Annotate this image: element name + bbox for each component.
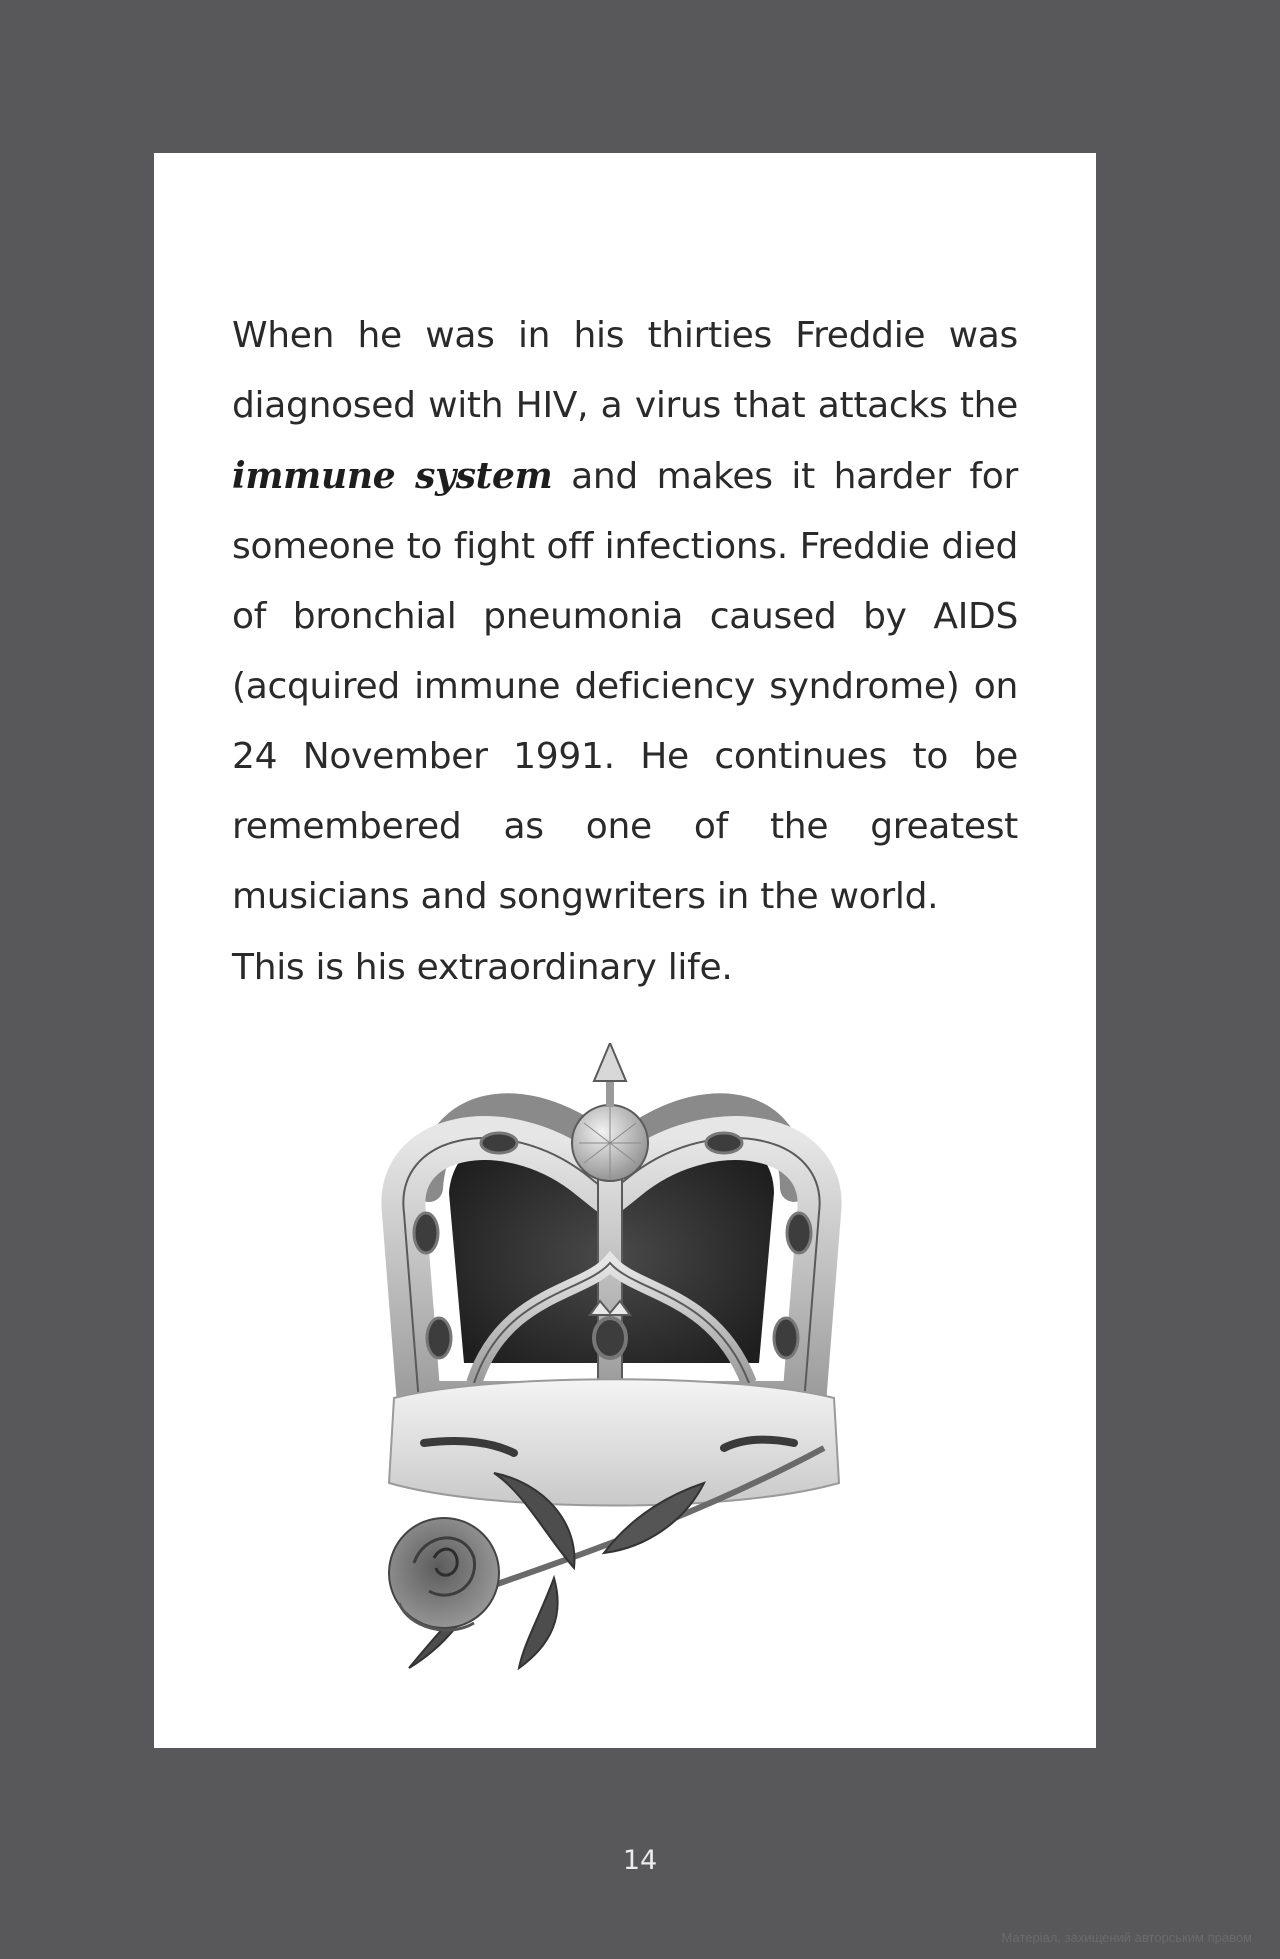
closing-sentence: This is his extraordinary life. bbox=[232, 947, 733, 988]
paragraph-text-end: and makes it harder for someone to fight off infections. Freddie died of bronchial pneumonia caused by AIDS (acquired immune deficiency syndrome) on 24 November 1991. He continues to be remembered as one of the greatest musicians and songwriters in the world. bbox=[232, 456, 1018, 917]
copyright-watermark: Матеріал, захищений авторським правом bbox=[1001, 1930, 1252, 1945]
glossary-keyword: immune system bbox=[232, 455, 553, 497]
book-page bbox=[154, 153, 1096, 1748]
paragraph-text-start: When he was in his thirties Freddie was diagnosed with HIV, a virus that attacks the bbox=[232, 315, 1018, 426]
crown-rose-illustration bbox=[354, 1043, 874, 1673]
page-number: 14 bbox=[622, 1845, 658, 1876]
body-paragraph bbox=[232, 301, 1018, 932]
